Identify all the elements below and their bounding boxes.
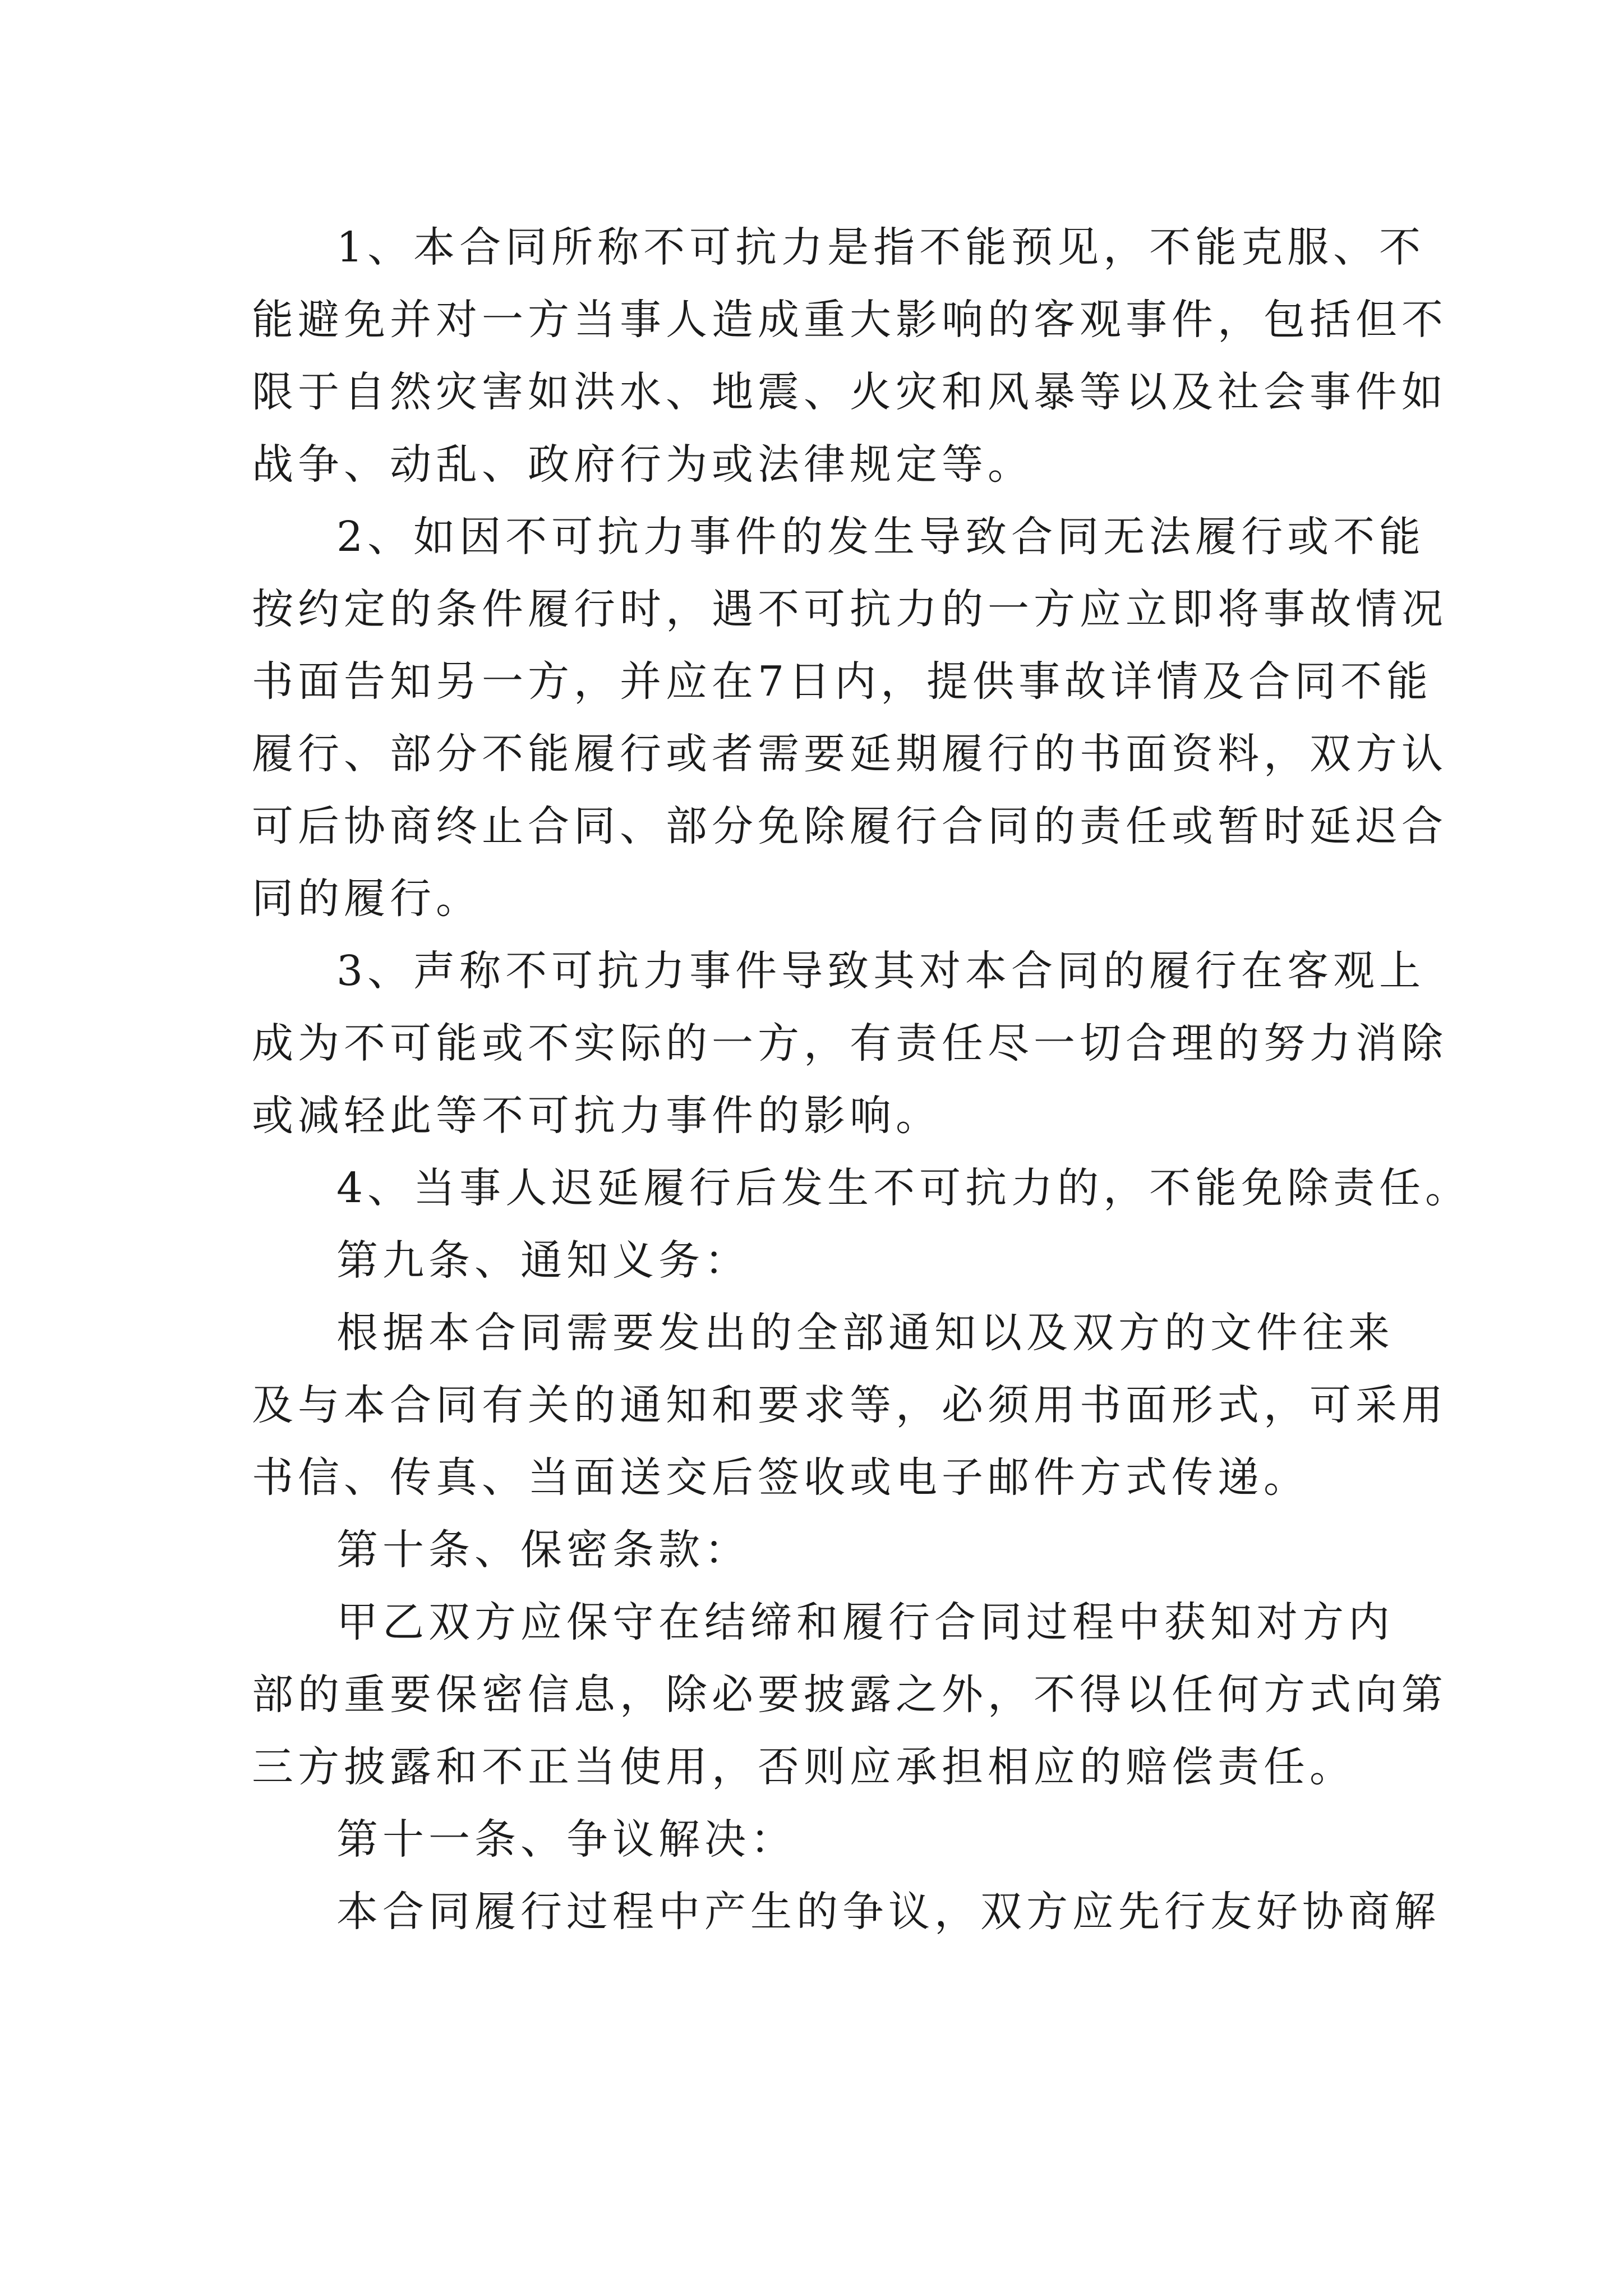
clause-8-item-2-line-4: 履行、部分不能履行或者需要延期履行的书面资料，双方认: [252, 730, 1447, 778]
clause-9-body-line-1: 根据本合同需要发出的全部通知以及双方的文件往来: [336, 1309, 1394, 1357]
clause-8-item-4-line-1: 4、当事人迟延履行后发生不可抗力的，不能免除责任。: [336, 1164, 1472, 1212]
clause-11-heading: 第十一条、争议解决：: [336, 1815, 796, 1864]
clause-8-item-1-line-2: 能避免并对一方当事人造成重大影响的客观事件，包括但不: [252, 296, 1447, 344]
clause-8-item-3-line-2: 成为不可能或不实际的一方，有责任尽一切合理的努力消除: [252, 1019, 1447, 1068]
clause-8-item-2-line-6: 同的履行。: [252, 875, 482, 923]
clause-10-heading: 第十条、保密条款：: [336, 1526, 750, 1574]
clause-8-item-2-line-5: 可后协商终止合同、部分免除履行合同的责任或暂时延迟合: [252, 802, 1447, 850]
clause-9-body-line-2: 及与本合同有关的通知和要求等，必须用书面形式，可采用: [252, 1381, 1447, 1429]
clause-8-item-3-line-1: 3、声称不可抗力事件导致其对本合同的履行在客观上: [336, 947, 1426, 995]
clause-10-body-line-2: 部的重要保密信息，除必要披露之外，不得以任何方式向第: [252, 1671, 1447, 1719]
clause-10-body-line-1: 甲乙双方应保守在结缔和履行合同过程中获知对方内: [336, 1598, 1394, 1646]
clause-8-item-2-line-3: 书面告知另一方，并应在7日内，提供事故详情及合同不能: [252, 657, 1433, 706]
clause-8-item-1-line-3: 限于自然灾害如洪水、地震、火灾和风暴等以及社会事件如: [252, 368, 1447, 416]
clause-10-body-line-3: 三方披露和不正当使用，否则应承担相应的赔偿责任。: [252, 1743, 1355, 1791]
clause-9-body-line-3: 书信、传真、当面送交后签收或电子邮件方式传递。: [252, 1453, 1310, 1502]
clause-8-item-2-line-2: 按约定的条件履行时，遇不可抗力的一方应立即将事故情况: [252, 585, 1447, 633]
clause-9-heading: 第九条、通知义务：: [336, 1236, 750, 1285]
clause-8-item-3-line-3: 或减轻此等不可抗力事件的影响。: [252, 1092, 942, 1140]
clause-11-body-line-1: 本合同履行过程中产生的争议，双方应先行友好协商解: [336, 1888, 1440, 1936]
clause-8-item-1-line-4: 战争、动乱、政府行为或法律规定等。: [252, 440, 1034, 489]
clause-8-item-1-line-1: 1、本合同所称不可抗力是指不能预见，不能克服、不: [336, 223, 1426, 272]
clause-8-item-2-line-1: 2、如因不可抗力事件的发生导致合同无法履行或不能: [336, 513, 1426, 561]
